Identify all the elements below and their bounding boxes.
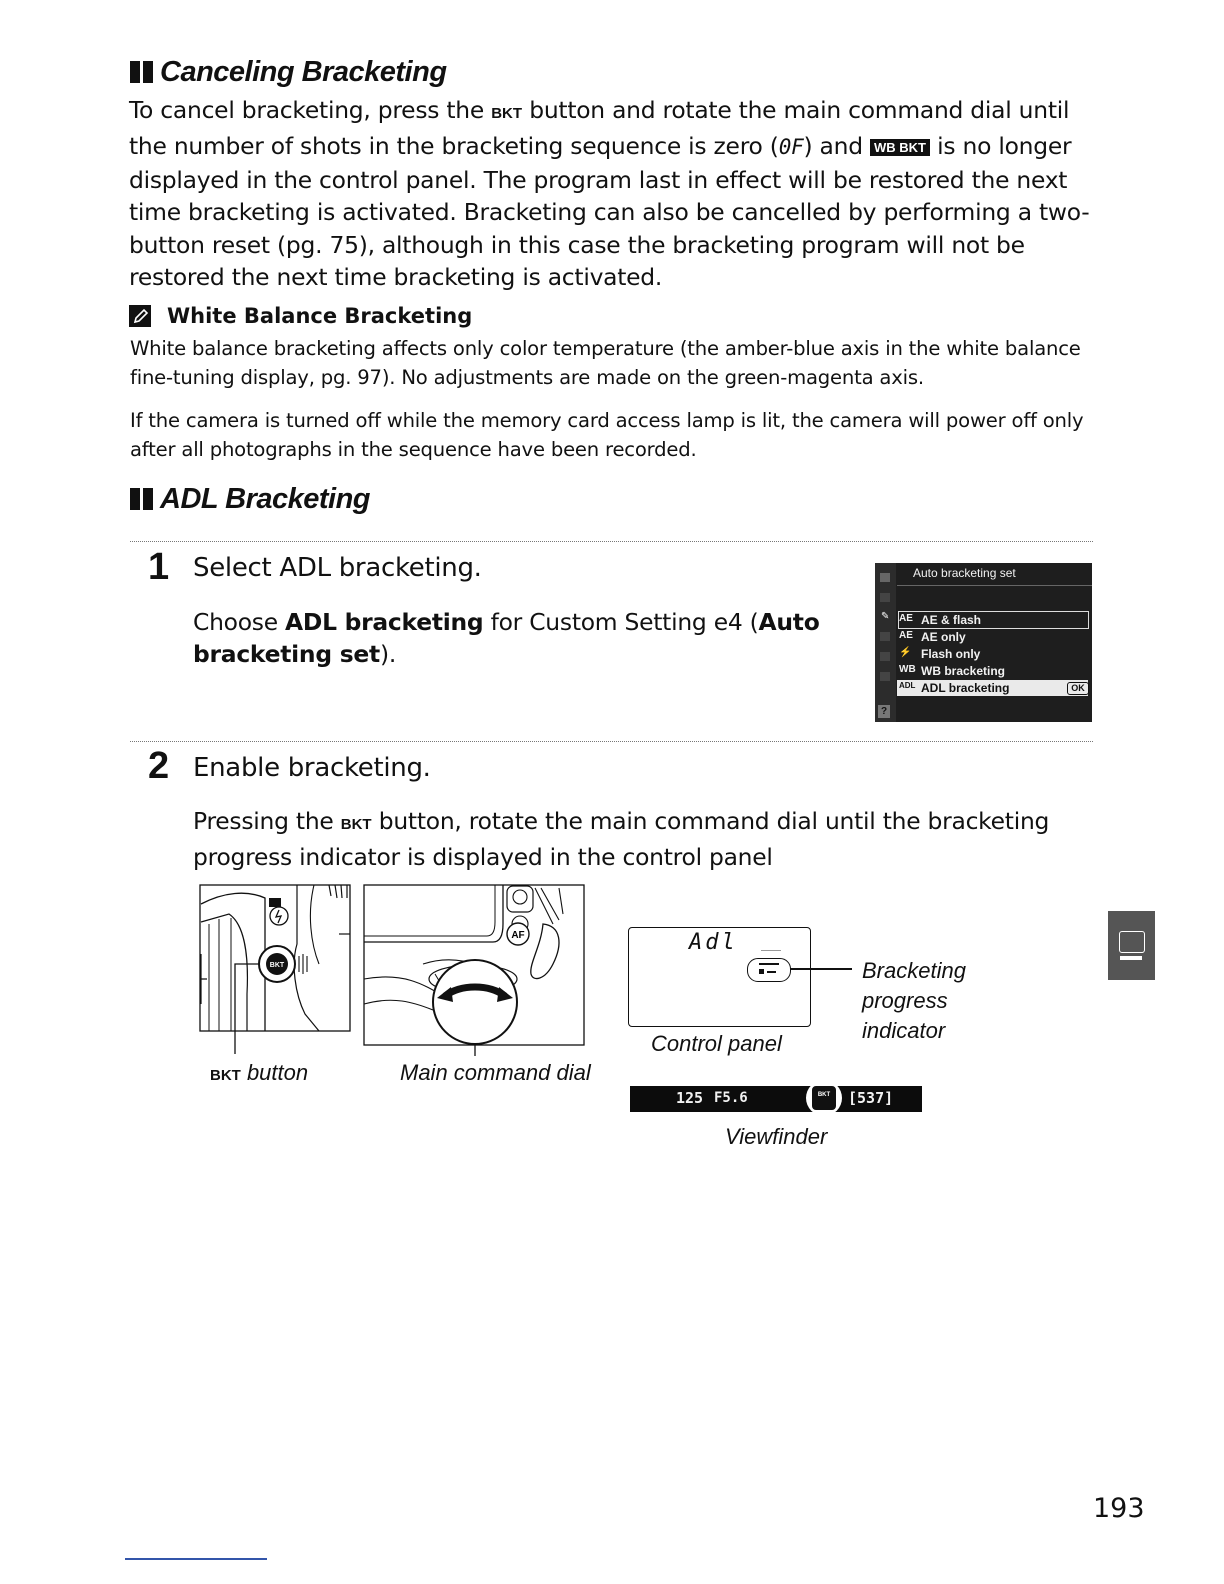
menu-item-adl[interactable]	[899, 681, 1009, 695]
divider	[130, 541, 1093, 542]
progress-indicator-callout	[862, 956, 966, 1046]
text-bold: Auto bracketing set	[193, 608, 820, 669]
adl-heading	[128, 479, 370, 519]
text: button, rotate the main command dial until the bracketing progress indicator is displayed in the control panel	[193, 807, 1050, 872]
callout-line	[790, 968, 852, 970]
text: To cancel bracketing, press the	[129, 96, 492, 124]
canceling-heading	[128, 52, 447, 92]
step-1-title: Select ADL bracketing.	[193, 553, 482, 583]
shooting-tab-icon	[880, 593, 890, 602]
zero-display-glyph: 0F	[778, 135, 804, 160]
note-title	[129, 304, 472, 328]
bracketing-progress-indicator-icon	[747, 958, 791, 982]
step-2-number: 2	[148, 745, 170, 787]
custom-settings-tab-icon	[1119, 931, 1145, 953]
bkt-label: BKT	[340, 816, 372, 833]
callout-text: Bracketing	[862, 958, 966, 983]
text: ) and	[803, 132, 870, 161]
panel-segment	[761, 950, 781, 951]
camera-menu-screen	[875, 563, 1092, 722]
menu-item[interactable]	[899, 613, 981, 627]
help-icon: ?	[878, 705, 890, 718]
item-label: WB bracketing	[921, 664, 1006, 678]
menu-title: Auto bracketing set	[913, 566, 1016, 580]
svg-text:BKT: BKT	[269, 962, 285, 969]
section-bars-icon	[128, 488, 156, 510]
menu-tab-column	[875, 563, 896, 722]
setup-tab-icon	[880, 632, 890, 641]
viewfinder-aperture: F5.6	[714, 1090, 748, 1106]
main-dial-caption: Main command dial	[400, 1060, 591, 1085]
step-1-number: 1	[148, 546, 170, 588]
control-panel-display: Adl	[689, 930, 738, 955]
bkt-button-caption	[210, 1060, 308, 1086]
adl-heading-text: ADL Bracketing	[160, 482, 371, 515]
item-icon: ⚡	[899, 647, 912, 658]
bkt-button-illustration	[199, 884, 351, 1058]
callout-text: indicator	[862, 1018, 946, 1043]
step-1-text	[193, 606, 833, 671]
item-icon: AE	[899, 613, 913, 624]
chapter-side-tab	[1108, 911, 1155, 980]
text: for Custom Setting e4 (	[483, 608, 759, 636]
bkt-label: BKT	[491, 105, 523, 122]
menu-item[interactable]	[899, 647, 980, 661]
viewfinder-caption: Viewfinder	[725, 1124, 828, 1149]
item-label: Flash only	[921, 647, 981, 661]
item-label: AE & flash	[921, 613, 982, 627]
page-number: 193	[1093, 1493, 1145, 1524]
item-icon: ADL	[899, 681, 916, 690]
note-para-2: If the camera is turned off while the memory card access lamp is lit, the camera will power off only after all photographs in the sequence have been recorded.	[130, 409, 1084, 461]
viewfinder-bkt-highlight	[806, 1080, 842, 1116]
canceling-paragraph	[129, 94, 1094, 293]
text: ).	[379, 640, 396, 669]
menu-item[interactable]	[899, 630, 966, 644]
callout-text: progress	[862, 988, 948, 1013]
item-label: ADL bracketing	[921, 681, 1010, 695]
text: Choose	[193, 608, 286, 636]
menu-title-rule	[897, 585, 1092, 586]
caption-text: button	[240, 1060, 309, 1085]
viewfinder-bkt-icon: BKT	[812, 1086, 836, 1110]
mymenu-tab-icon	[880, 672, 890, 681]
control-panel	[628, 927, 811, 1027]
viewfinder-count: [537]	[848, 1089, 894, 1107]
svg-text:AF: AF	[511, 930, 525, 941]
menu-item[interactable]	[899, 664, 1005, 678]
pencil-note-icon	[129, 305, 151, 327]
item-label: AE only	[921, 630, 966, 644]
canceling-heading-text: Canceling Bracketing	[160, 55, 447, 88]
bottom-rule	[125, 1558, 267, 1560]
section-bars-icon	[128, 61, 156, 83]
text: button and rotate the main command dial until the number of shots in the bracketing sequence is zero (	[129, 96, 1070, 161]
item-icon: WB	[899, 664, 916, 675]
item-icon: AE	[899, 630, 913, 641]
note-para-1: White balance bracketing affects only color temperature (the amber-blue axis in the white balance fine-tuning display, pg. 97). No adjustments are made on the green-magenta axis.	[130, 337, 1081, 389]
wb-bkt-icon: WB BKT	[870, 139, 930, 156]
pencil-tab-icon: ✎	[881, 611, 890, 622]
step-2-text	[193, 805, 1063, 874]
ok-icon: OK	[1067, 682, 1089, 695]
text: is no longer displayed in the control panel. The program last in effect will be restored the next time bracketing is activated. Bracketing can also be cancelled by performing a two-button reset (pg. 75), although in this case the bracketing program will not be restored the next time bracketing is activated.	[129, 132, 1090, 292]
bkt-label: BKT	[210, 1067, 241, 1084]
viewfinder-shutter: 125	[676, 1089, 704, 1107]
main-command-dial-illustration	[363, 884, 585, 1058]
text: Pressing the	[193, 807, 341, 835]
text-bold: ADL bracketing	[285, 608, 484, 636]
retouch-tab-icon	[880, 652, 890, 661]
control-panel-caption: Control panel	[651, 1031, 782, 1056]
tab-icon-bar	[1120, 956, 1142, 960]
viewfinder-display	[630, 1086, 922, 1112]
note-title-text: White Balance Bracketing	[167, 304, 473, 328]
divider	[130, 741, 1093, 742]
step-2-title: Enable bracketing.	[193, 753, 431, 783]
playback-tab-icon	[880, 573, 890, 582]
